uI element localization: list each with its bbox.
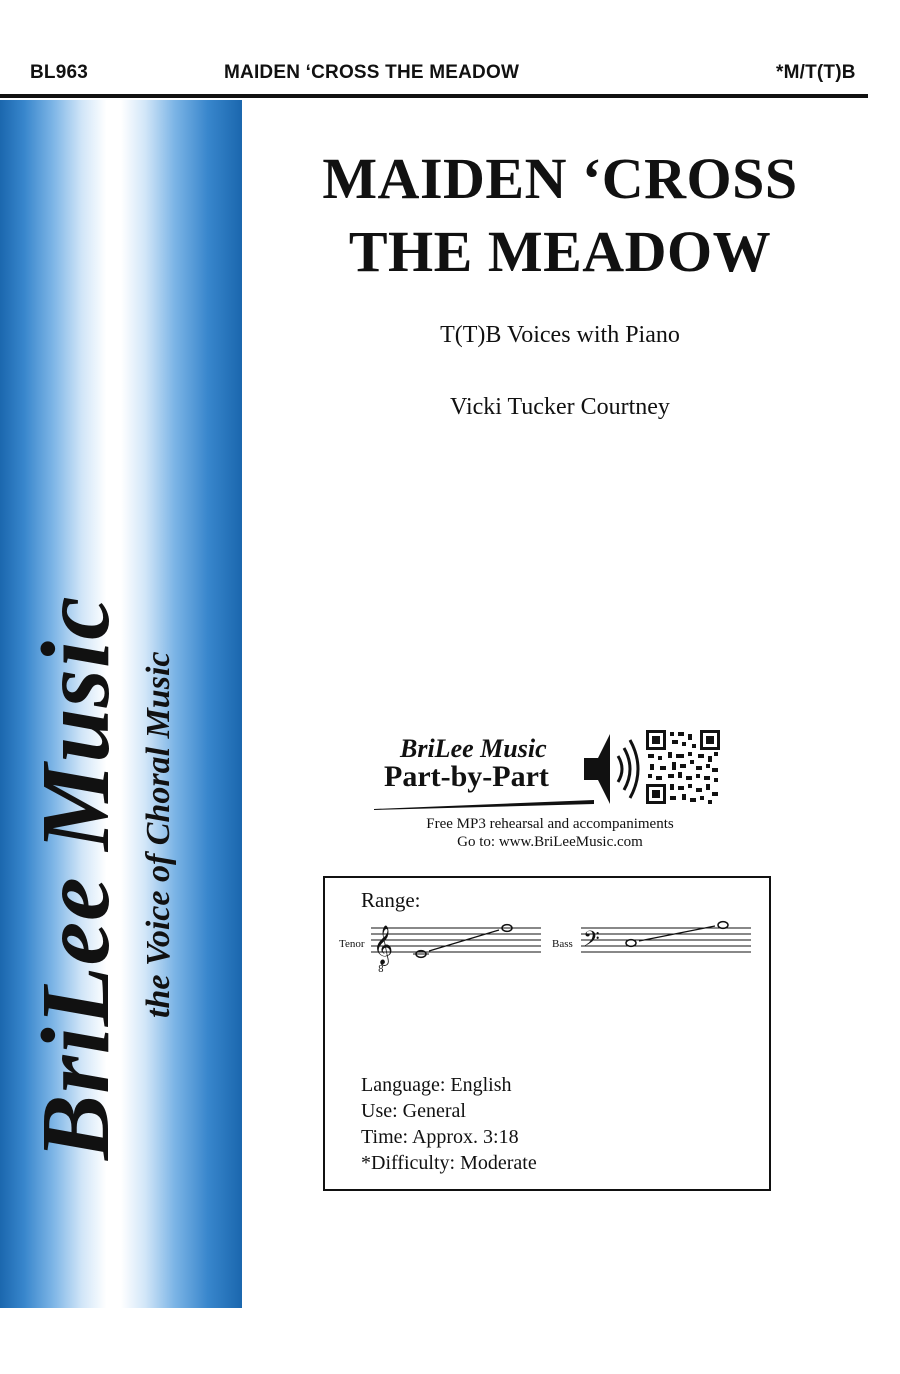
cover-title-line-1: MAIDEN ‘CROSS <box>322 146 798 211</box>
bass-range-staff <box>581 916 751 980</box>
brand-tagline: the Voice of Choral Music <box>140 651 177 1018</box>
tenor-range-staff <box>371 916 541 980</box>
part-by-part-brand: BriLee Music <box>400 734 547 763</box>
part-by-part-title: Part-by-Part <box>384 760 549 793</box>
cover-title-line-2: THE MEADOW <box>348 219 772 284</box>
caption-line-1: Free MP3 rehearsal and accompaniments <box>426 816 674 832</box>
treble-clef-icon: 𝄞 <box>373 925 394 965</box>
range-label: Range: <box>361 888 421 912</box>
high-note-icon <box>718 922 728 929</box>
bass-clef-icon: 𝄢 <box>583 927 600 957</box>
part-by-part-logo[interactable] <box>370 724 730 814</box>
time-detail: Time: Approx. 3:18 <box>361 1126 519 1148</box>
tenor-label: Tenor <box>339 938 365 950</box>
use-detail: Use: General <box>361 1100 466 1122</box>
header-title: MAIDEN ‘CROSS THE MEADOW <box>224 62 520 83</box>
difficulty-detail: *Difficulty: Moderate <box>361 1152 537 1174</box>
brand-sidebar <box>0 100 242 1308</box>
part-by-part-caption <box>330 815 770 851</box>
info-box <box>323 876 771 1191</box>
octave-mark-icon: 8 <box>378 965 384 975</box>
speaker-icon <box>584 728 644 810</box>
cover-voicing: T(T)B Voices with Piano <box>440 322 680 348</box>
qr-code-icon[interactable] <box>646 730 720 804</box>
header-rule <box>0 94 868 98</box>
brand-name: BriLee Music <box>22 595 130 1160</box>
low-note-icon <box>626 940 636 947</box>
language-detail: Language: English <box>361 1074 512 1096</box>
cover-composer: Vicki Tucker Courtney <box>450 394 670 420</box>
header-voicing: *M/T(T)B <box>776 62 856 83</box>
bass-label: Bass <box>552 938 573 950</box>
catalog-code: BL963 <box>30 62 89 83</box>
piece-details <box>361 1072 537 1176</box>
caption-line-2[interactable]: Go to: www.BriLeeMusic.com <box>457 834 643 850</box>
logo-underline <box>374 800 594 810</box>
